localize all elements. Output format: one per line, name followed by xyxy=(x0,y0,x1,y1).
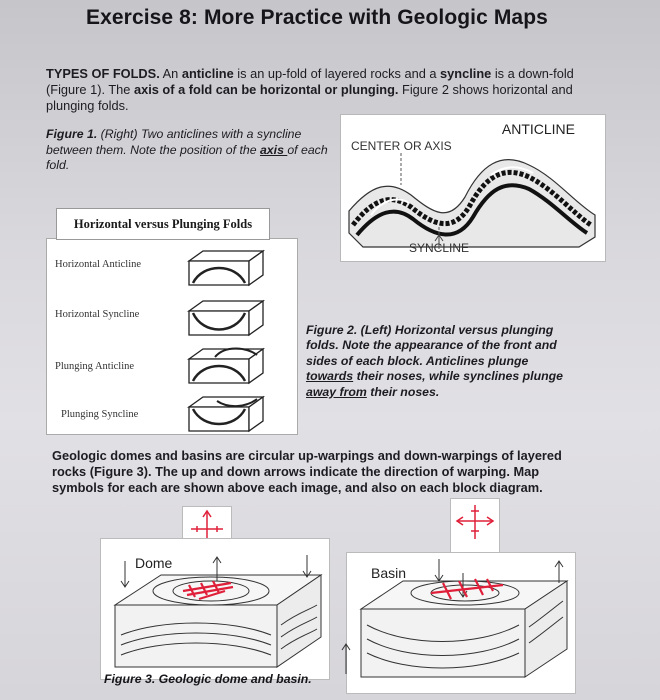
basin-side-up-arrow xyxy=(336,638,356,678)
intro-lead: TYPES OF FOLDS. xyxy=(46,66,160,81)
center-axis-label: CENTER OR AXIS xyxy=(351,139,452,153)
basin-block-illustration xyxy=(347,553,575,693)
basin-symbol-icon xyxy=(451,499,499,555)
intro-axis-phrase: axis of a fold can be horizontal or plunging. xyxy=(133,82,399,97)
intro-text-4: Figure 2 shows horizontal and plunging folds. xyxy=(46,82,573,113)
figure2-heading: Horizontal versus Plunging Folds xyxy=(56,208,270,240)
dome-block-diagram xyxy=(100,538,330,680)
figure2-caption-text-2: their noses, while synclines plunge xyxy=(353,369,563,384)
basin-block-diagram xyxy=(346,552,576,694)
row-plunging-anticline: Plunging Anticline xyxy=(55,361,135,372)
page-title: Exercise 8: More Practice with Geologic Maps xyxy=(86,6,548,29)
figure1-diagram xyxy=(340,114,606,262)
figure2-caption xyxy=(306,323,576,400)
figure3-caption: Figure 3. Geologic dome and basin. xyxy=(104,672,312,686)
intro-text-3: is a down-fold (Figure 1). The xyxy=(46,66,574,97)
figure1-caption-text: (Right) Two anticlines with a syncline between them. Note the position of the xyxy=(46,127,302,157)
figure2-caption-text: (Left) Horizontal versus plunging folds. Note the appearance of the front and sides of each block. Anticlines plunge xyxy=(306,323,557,368)
anticline-label: ANTICLINE xyxy=(501,121,575,137)
figure2-caption-away: away from xyxy=(306,384,367,399)
figure2-caption-end: their noses. xyxy=(366,384,440,399)
syncline-label: SYNCLINE xyxy=(409,241,470,255)
figure2-caption-label: Figure 2. xyxy=(306,323,358,337)
dome-label: Dome xyxy=(135,555,173,571)
dome-block-illustration xyxy=(101,539,329,679)
intro-syncline: syncline xyxy=(440,66,492,81)
figure3-diagram xyxy=(100,498,594,688)
row-horizontal-syncline: Horizontal Syncline xyxy=(55,309,140,320)
row-plunging-syncline: Plunging Syncline xyxy=(61,409,139,420)
fold-blocks-illustration xyxy=(47,239,297,434)
figure2-diagram xyxy=(46,238,298,435)
intro-anticline: anticline xyxy=(181,66,234,81)
basin-label: Basin xyxy=(371,565,407,581)
intro-text-1: An xyxy=(159,66,182,81)
figure1-caption-end: of each fold. xyxy=(46,142,328,172)
row-horizontal-anticline: Horizontal Anticline xyxy=(55,259,142,270)
figure1-caption-axis: axis xyxy=(259,142,288,157)
figure1-caption xyxy=(46,127,336,174)
domes-basins-paragraph: Geologic domes and basins are circular up-warpings and down-warpings of layered rocks (Figure 3). The up and down arrows indicate the direction of warping. Map symbols for each are shown above each image, and also on each block diagram. xyxy=(52,448,562,495)
figure1-caption-label: Figure 1. xyxy=(46,127,98,141)
intro-text-2: is an up-fold of layered rocks and a xyxy=(233,66,441,81)
intro-paragraph xyxy=(46,66,606,114)
basin-map-symbol xyxy=(450,498,500,556)
folds-block-diagram xyxy=(341,115,605,261)
figure2-caption-towards: towards xyxy=(306,369,354,384)
